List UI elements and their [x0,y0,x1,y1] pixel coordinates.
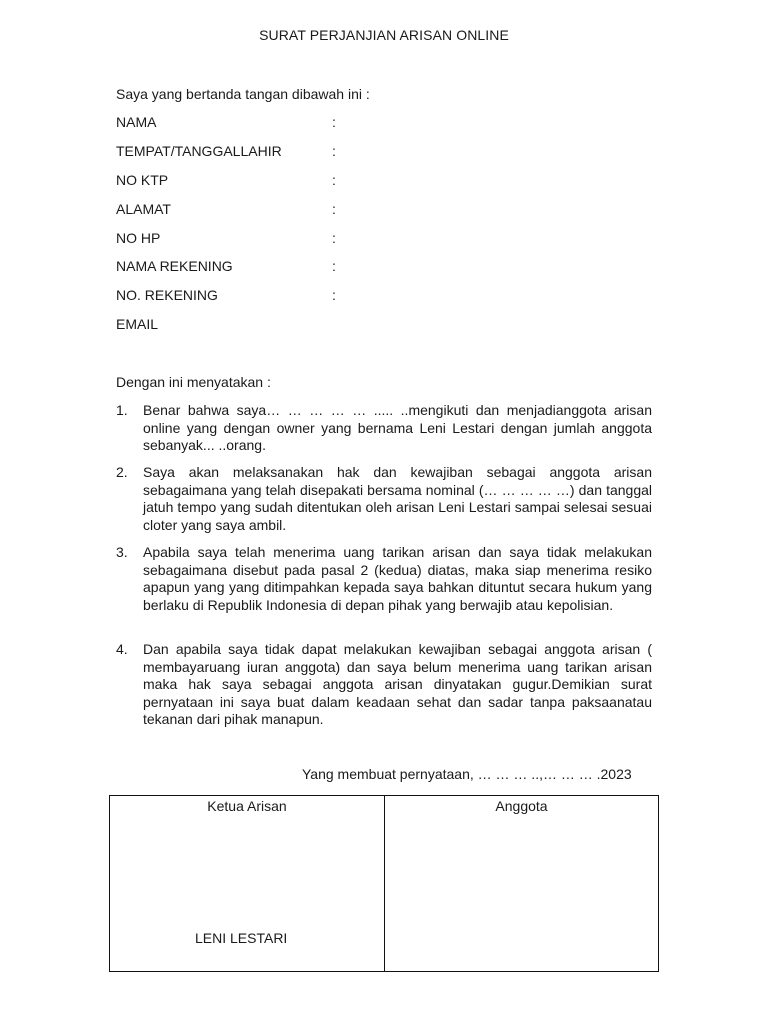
field-label-nama: NAMA [116,114,157,130]
field-colon-alamat: : [332,201,336,217]
list-item [116,544,652,614]
list-item-number: 4. [116,641,128,657]
intro-text: Saya yang bertanda tangan dibawah ini : [116,86,370,102]
field-colon-tempat-tanggal-lahir: : [332,143,336,159]
list-item-text: Benar bahwa saya… … … … … ..... ..mengikuti dan menjadianggota arisan online yang dengan owner yang bernama Leni Lestari dengan jumlah anggota sebanyak... ..orang. [143,402,652,453]
field-label-no-hp: NO HP [116,230,161,246]
list-item-text: Saya akan melaksanakan hak dan kewajiban sebagai anggota arisan sebagaimana yang telah disepakati bersama nominal (… … … … …) dan tanggal jatuh tempo yang sudah ditentukan oleh arisan Leni Lestari sampai selesai sesuai cloter yang saya ambil. [143,464,652,533]
table-divider [384,796,385,971]
list-item-text: Apabila saya telah menerima uang tarikan arisan dan saya tidak melakukan sebagaimana disebut pada pasal 2 (kedua) diatas, maka siap menerima resiko apapun yang yang ditimpahkan kepada saya bahkan dituntut secara hukum yang berlaku di Republik Indonesia di depan pihak yang berwajib atau kepolisian. [143,544,652,613]
list-item [116,464,652,534]
list-item-number: 1. [116,402,128,418]
field-colon-nama-rekening: : [332,258,336,274]
field-label-alamat: ALAMAT [116,201,171,217]
field-label-email: EMAIL [116,316,159,332]
list-item [116,641,652,729]
signature-header-anggota: Anggota [495,798,548,814]
list-item-number: 2. [116,464,128,480]
document-title: SURAT PERJANJIAN ARISAN ONLINE [259,27,509,43]
declaration-heading: Dengan ini menyatakan : [116,374,271,390]
signature-table [109,795,659,972]
signature-header-ketua: Ketua Arisan [207,798,287,814]
field-colon-no-ktp: : [332,172,336,188]
field-colon-nama: : [332,114,336,130]
list-item [116,402,652,455]
field-label-no-rekening: NO. REKENING [116,287,218,303]
field-label-nama-rekening: NAMA REKENING [116,258,233,274]
field-label-no-ktp: NO KTP [116,172,169,188]
signature-name-ketua: LENI LESTARI [195,930,288,946]
list-item-number: 3. [116,544,128,560]
field-label-tempat-tanggal-lahir: TEMPAT/TANGGALLAHIR [116,143,282,159]
field-colon-no-rekening: : [332,287,336,303]
field-colon-no-hp: : [332,230,336,246]
signature-date-line: Yang membuat pernyataan, … … … ..,… … … .2023 [302,766,632,782]
list-item-text: Dan apabila saya tidak dapat melakukan kewajiban sebagai anggota arisan ( membayaruang iuran anggota) dan saya belum menerima uang tarikan arisan maka hak saya sebagai anggota arisan dinyatakan gugur.Demikian surat pernyataan ini saya buat dalam keadaan sehat dan sadar tanpa paksaanatau tekanan dari pihak manapun. [143,641,652,727]
